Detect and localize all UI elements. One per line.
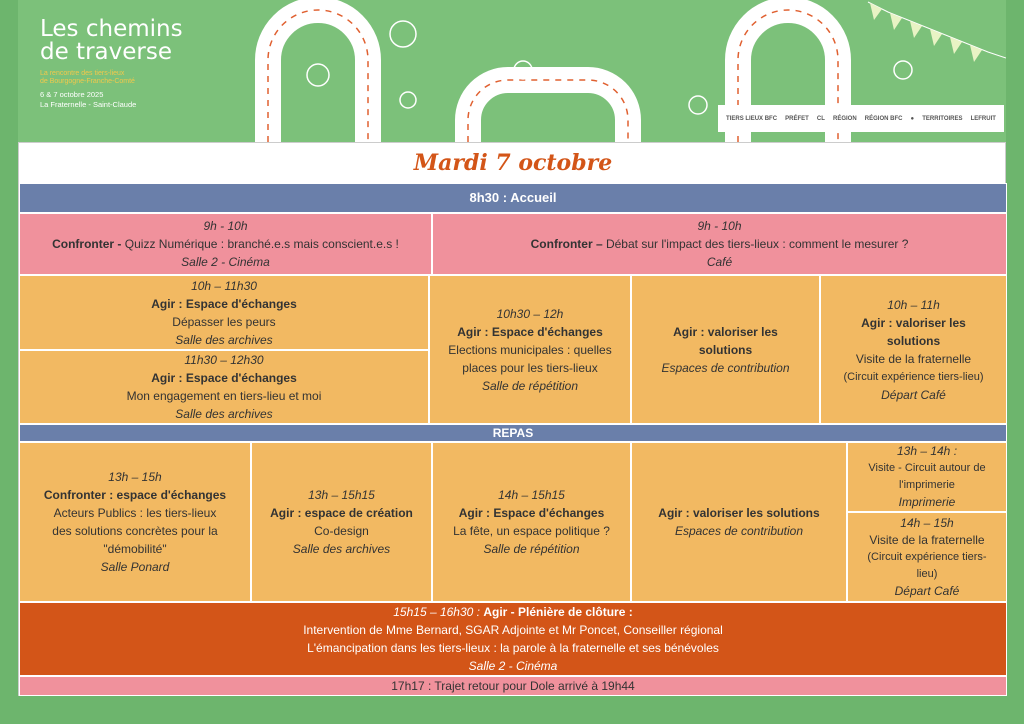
logo: PRÉFET xyxy=(785,115,809,122)
session-imprimerie: 13h – 14h : Visite - Circuit autour de l'imprimerie Imprimerie xyxy=(847,442,1007,512)
logo: LEFRUIT xyxy=(970,115,996,122)
header-banner xyxy=(18,0,1006,142)
accueil-row: 8h30 : Accueil xyxy=(19,183,1007,213)
repas-row: REPAS xyxy=(19,424,1007,442)
session-depasser-peurs: 10h – 11h30 Agir : Espace d'échanges Dépasser les peurs Salle des archives xyxy=(19,275,429,350)
closing-plenary: 15h15 – 16h30 : Agir - Plénière de clôture : Intervention de Mme Bernard, SGAR Adjointe et Mr Poncet, Conseiller régional L'émancipation dans les tiers-lieux : la parole à la fraternelle et ses bénévoles Salle 2 - Cinéma xyxy=(19,602,1007,676)
partner-logos xyxy=(718,105,1004,132)
session-engagement: 11h30 – 12h30 Agir : Espace d'échanges Mon engagement en tiers-lieu et moi Salle des archives xyxy=(19,350,429,424)
logo: ● xyxy=(910,115,915,122)
logo: CL xyxy=(816,115,825,122)
session-debat: 9h - 10h Confronter – Débat sur l'impact des tiers-lieux : comment le mesurer ? Café xyxy=(432,213,1007,275)
session-visite-morning: 10h – 11h Agir : valoriser les solutions Visite de la fraternelle (Circuit expérience tiers-lieu) Départ Café xyxy=(820,275,1007,424)
event-place: La Fraternelle - Saint-Claude xyxy=(40,100,137,109)
logo: TIERS LIEUX BFC xyxy=(726,115,778,122)
session-valoriser-morning: Agir : valoriser les solutions Espaces de contribution xyxy=(631,275,820,424)
session-fete: 14h – 15h15 Agir : Espace d'échanges La fête, un espace politique ? Salle de répétition xyxy=(432,442,631,602)
session-valoriser-afternoon: Agir : valoriser les solutions Espaces de contribution xyxy=(631,442,847,602)
logo: RÉGION xyxy=(833,115,857,122)
logo: RÉGION BFC xyxy=(864,115,903,122)
day-title: Mardi 7 octobre xyxy=(413,150,613,176)
session-visite-afternoon: 14h – 15h Visite de la fraternelle (Circuit expérience tiers- lieu) Départ Café xyxy=(847,512,1007,602)
logo: TERRITOIRES xyxy=(922,115,963,122)
session-elections: 10h30 – 12h Agir : Espace d'échanges Elections municipales : quelles places pour les tiers-lieux Salle de répétition xyxy=(429,275,631,424)
session-quizz: 9h - 10h Confronter - Quizz Numérique : branché.e.s mais conscient.e.s ! Salle 2 - Cinéma xyxy=(19,213,432,275)
session-acteurs-publics: 13h – 15h Confronter : espace d'échanges Acteurs Publics : les tiers-lieux des solutions concrètes pour la "démobilité" Salle Ponard xyxy=(19,442,251,602)
event-dates: 6 & 7 octobre 2025 xyxy=(40,90,104,99)
session-co-design: 13h – 15h15 Agir : espace de création Co-design Salle des archives xyxy=(251,442,432,602)
return-trip-row: 17h17 : Trajet retour pour Dole arrivé à 19h44 xyxy=(19,676,1007,696)
event-subtitle: La rencontre des tiers-lieux de Bourgogne-Franche-Comté xyxy=(40,70,135,85)
event-title: Les chemins de traverse xyxy=(40,16,183,65)
schedule-table xyxy=(18,142,1006,696)
